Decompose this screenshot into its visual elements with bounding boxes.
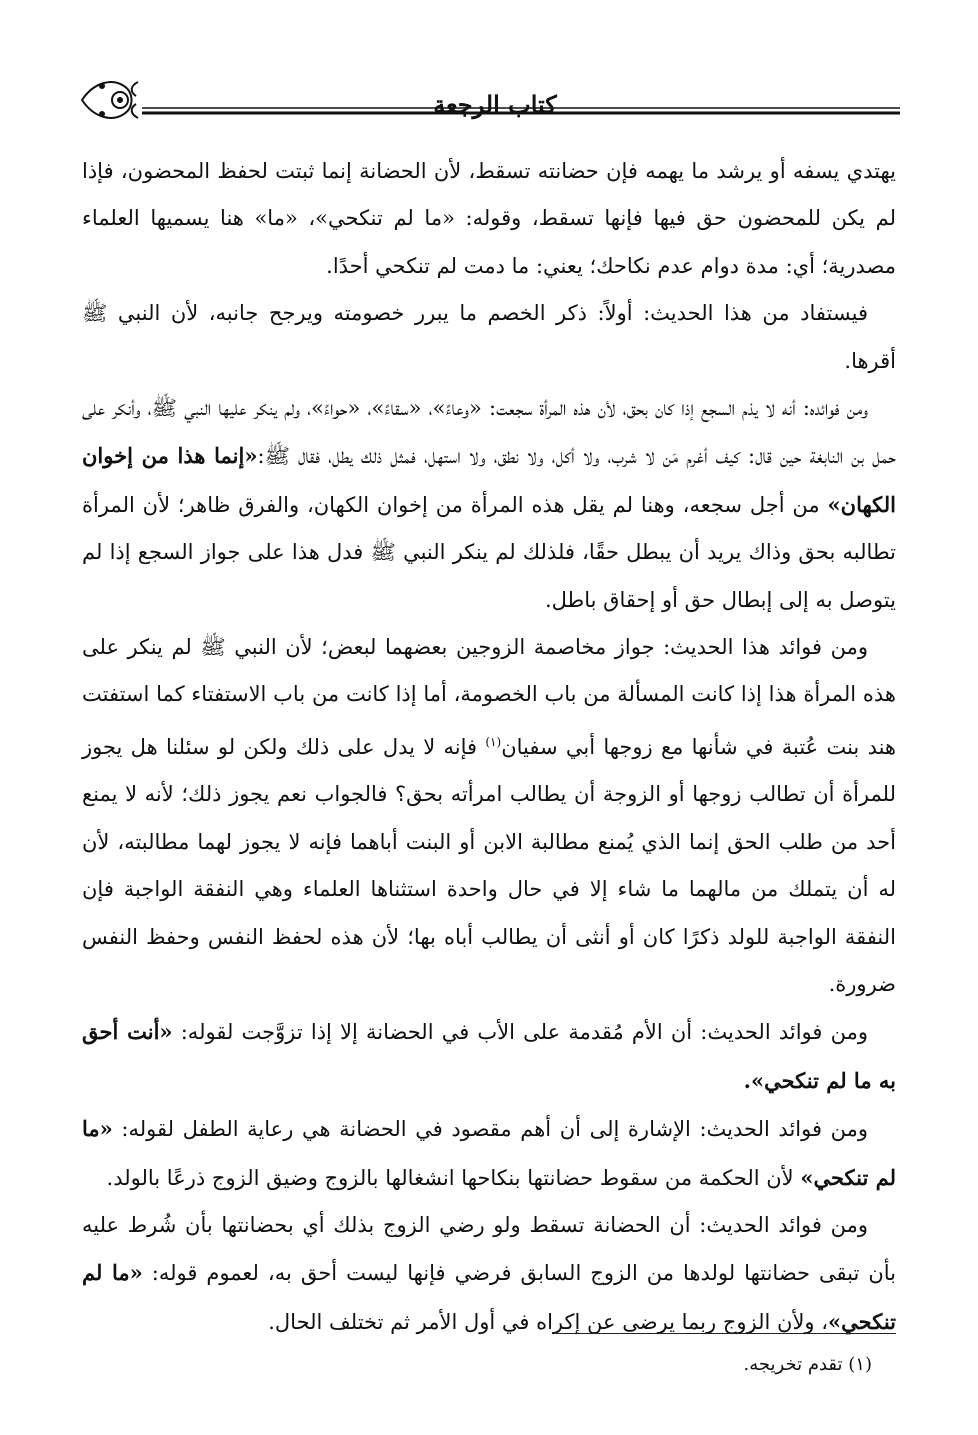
paragraph-6 [82,1105,896,1202]
footnote-divider [556,1333,896,1334]
paragraph-5-hadith-quote: «أنت أحق به ما لم تنكحي». [82,1019,896,1093]
paragraph-4-text-a: ومن فوائد هذا الحديث: جواز مخاصمة الزوجين بعضهما لبعض؛ لأن النبي ﷺ لم ينكر على هذه المرأة هذا إذا كانت المسألة من باب الخصومة، أما إذا كانت من باب الاستفتاء كما استفتت هند بنت عُتبة في شأنها مع زوجها أبي سفيان [82,635,897,759]
paragraph-5 [82,1008,896,1105]
paragraph-7 [82,1202,896,1346]
header-ornament-right [80,72,142,128]
paragraph-1: يهتدي يسفه أو يرشد ما يهمه فإن حضانته تسقط، لأن الحضانة إنما ثبتت لحفظ المحضون، فإذا لم يكن للمحضون حق فيها فإنها تسقط، وقوله: «ما لم تنكحي»، «ما» هنا يسميها العلماء مصدرية؛ أي: مدة دوام عدم نكاحك؛ يعني: ما دمت لم تنكحي أحدًا. [82,159,897,278]
paragraph-7-text-a: ومن فوائد الحديث: أن الحضانة تسقط ولو رضي الزوج بذلك أي بحضانتها بأن شُرط عليه بأن تبقى حضانتها لولدها من الزوج السابق فرضي فإنها ليست أحق به، لعموم قوله: [82,1212,896,1286]
page-header [80,72,900,134]
paragraph-3 [82,385,896,624]
paragraph-6-text-b: لأن الحكمة من سقوط حضانتها بنكاحها انشغالها بالزوج وضيق الزوج ذرعًا بالولد. [106,1165,801,1190]
paragraph-5-text-a: ومن فوائد الحديث: أن الأم مُقدمة على الأب في الحضانة إلا إذا تزوَّجت لقوله: [180,1020,868,1045]
paragraph-7-text-b: ، ولأن الزوج ربما يرضى عن إكراه في أول الأمر ثم تختلف الحال. [268,1309,829,1334]
paragraph-3-text-b: من أجل سجعه، وهنا لم يقل هذه المرأة من إخوان الكهان، والفرق ظاهر؛ لأن المرأة تطالبه بحق وذاك يريد أن يبطل حقًا، فلذلك لم ينكر النبي ﷺ فدل هذا على جواز السجع إذا لم يتوصل به إلى إبطال حق أو إحقاق باطل. [82,492,896,612]
paragraph-6-hadith-quote: «ما لم تنكحي» [82,1116,896,1190]
paragraph-2: فيستفاد من هذا الحديث: أولاً: ذكر الخصم ما يبرر خصومته ويرجح جانبه، لأن النبي ﷺ أقرها. [82,301,896,373]
paragraph-4-text-b: فإنه لا يدل على ذلك ولكن لو سئلنا هل يجوز للمرأة أن تطالب زوجها أو الزوجة أن يطالب امرأته بحق؟ فالجواب نعم يجوز ذلك؛ لأنه لا يمنع أحد من طلب الحق إنما الذي يُمنع مطالبة الابن أو البنت أباهما فإنه لا يجوز لهما مطالبته، لأن له أن يتملك من مالهما ما شاء إلا في حال واحدة استثناها العلماء وهي النفقة الواجبة فإن النفقة الواجبة للولد ذكرًا كان أو أنثى أن يطالب أباه بها؛ لأن هذه لحفظ النفس وحفظ النفس ضرورة. [82,734,896,996]
paragraph-7-hadith-quote: «ما لم تنكحي» [82,1260,896,1334]
paragraph-6-text-a: ومن فوائد الحديث: الإشارة إلى أن أهم مقصود في الحضانة هي رعاية الطفل لقوله: [121,1117,868,1142]
body-text [82,148,896,1346]
footnote-marker: (١) [485,734,502,749]
paragraph-3-hadith-quote: «إنما هذا من إخوان الكهان» [82,443,896,517]
paragraph-3-text-a: ومن فوائده: أنه لا يذم السجع إذا كان بحق، لأن هذه المرأة سجعت: «وعاءً»، «سقاءً»، «حواءً»، ولم ينكر عليها النبي ﷺ، وأنكر على حمل بن النابغة حين قال: كيف أغرم مَن لا شرب، ولا أكل، ولا نطق، ولا استهل، فمثل ذلك يطل، فقال ﷺ: [82,396,897,469]
book-title: كتاب الرجعة [433,90,557,119]
footnote: (١) تقدم تخريجه. [743,1354,872,1375]
paragraph-4 [82,624,896,1008]
